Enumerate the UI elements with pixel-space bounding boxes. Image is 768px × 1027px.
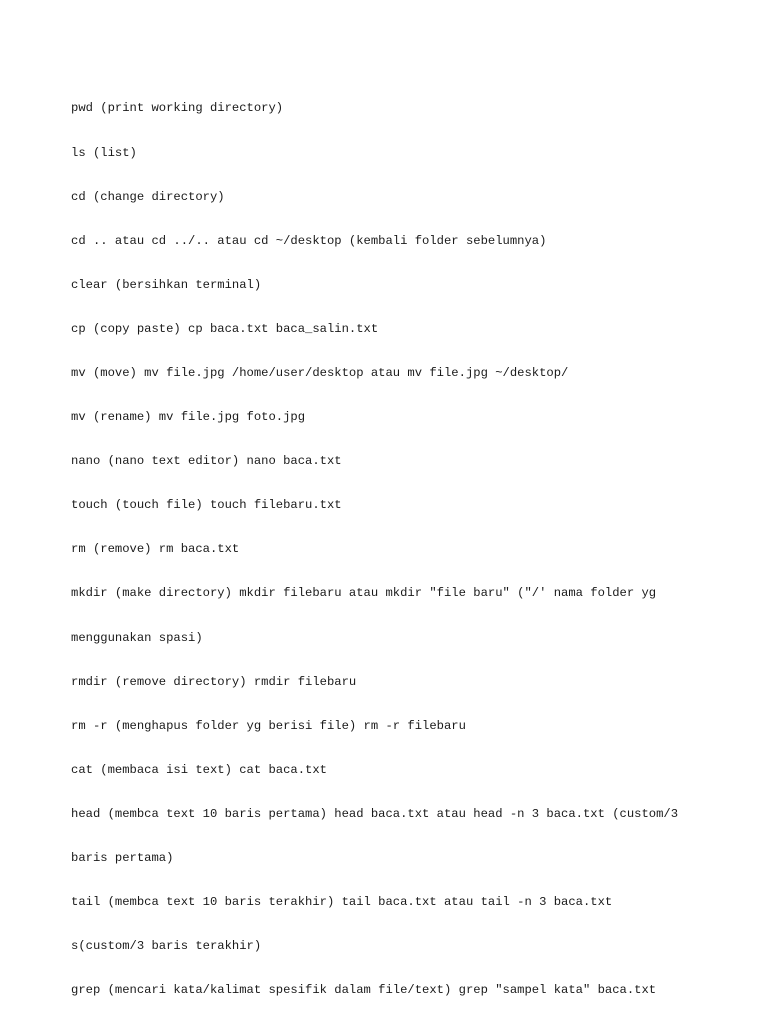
text-line: cd (change directory)	[71, 189, 225, 204]
text-line: head (membca text 10 baris pertama) head baca.txt atau head -n 3 baca.txt (custom/3	[71, 806, 679, 821]
text-line: pwd (print working directory)	[71, 101, 284, 116]
text-line: touch (touch file) touch filebaru.txt	[71, 498, 342, 513]
text-line: rm (remove) rm baca.txt	[71, 542, 240, 557]
text-line: s(custom/3 baris terakhir)	[71, 939, 262, 954]
text-line: tail (membca text 10 baris terakhir) tail baca.txt atau tail -n 3 baca.txt	[71, 895, 613, 910]
text-line: mv (rename) mv file.jpg foto.jpg	[71, 410, 306, 425]
text-line: baris pertama)	[71, 851, 174, 865]
text-line: menggunakan spasi)	[71, 630, 203, 645]
text-line: cat (membaca isi text) cat baca.txt	[71, 762, 327, 777]
text-line: cp (copy paste) cp baca.txt baca_salin.txt	[71, 321, 379, 336]
command-notes	[71, 72, 711, 1027]
text-line: ls (list)	[71, 145, 137, 160]
text-line: rmdir (remove directory) rmdir filebaru	[71, 674, 357, 689]
text-line: mv (move) mv file.jpg /home/user/desktop atau mv file.jpg ~/desktop/	[71, 365, 569, 380]
text-line: nano (nano text editor) nano baca.txt	[71, 454, 342, 469]
text-line: mkdir (make directory) mkdir filebaru atau mkdir "file baru" ("/' nama folder yg	[71, 586, 657, 601]
text-line: rm -r (menghapus folder yg berisi file) rm -r filebaru	[71, 718, 466, 733]
text-line: grep (mencari kata/kalimat spesifik dalam file/text) grep "sampel kata" baca.txt	[71, 983, 657, 998]
text-line: clear (bersihkan terminal)	[71, 277, 262, 292]
text-line: cd .. atau cd ../.. atau cd ~/desktop (kembali folder sebelumnya)	[71, 233, 547, 248]
